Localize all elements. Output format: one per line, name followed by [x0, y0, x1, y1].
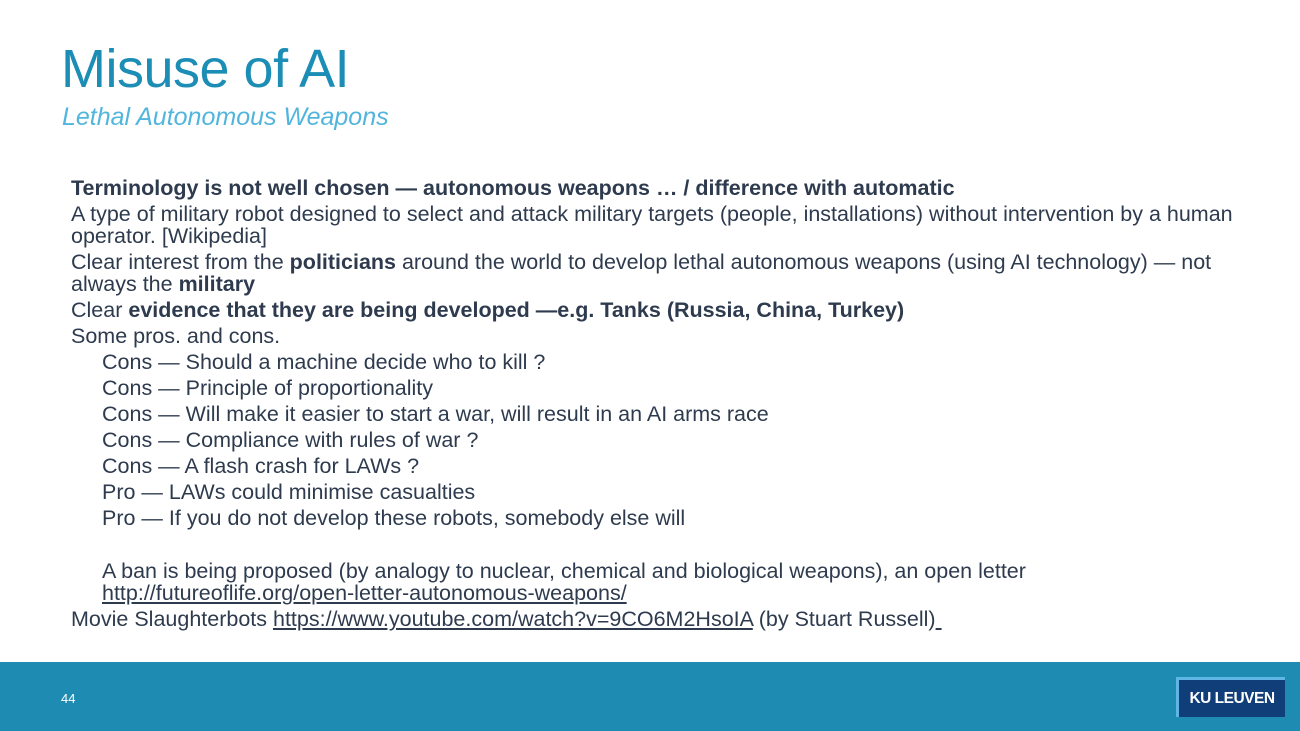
bullet-politicians: [71, 251, 1241, 295]
bullet-politicians-bold: politicians: [289, 250, 396, 274]
sub-bullet-cons-3: Cons — Will make it easier to start a war, will result in an AI arms race: [102, 402, 769, 426]
sub-bullet-cons-1: Cons — Should a machine decide who to kill ?: [102, 350, 546, 374]
slide-subtitle: Lethal Autonomous Weapons: [62, 103, 389, 131]
slaughterbots-link[interactable]: https://www.youtube.com/watch?v=9CO6M2HsoIA: [272, 607, 753, 631]
footer-bar: [0, 662, 1300, 731]
slide-body: [71, 177, 1241, 634]
ban-paragraph: [71, 560, 1241, 604]
sub-bullet-cons-2: Cons — Principle of proportionality: [102, 376, 434, 400]
open-letter-link[interactable]: http://futureoflife.org/open-letter-autonomous-weapons/: [102, 581, 627, 605]
spacer: [71, 533, 1241, 560]
movie-credit: (by Stuart Russell): [752, 607, 936, 631]
bullet-politicians-pre: Clear interest from the: [71, 250, 290, 274]
bullet-definition: A type of military robot designed to select and attack military targets (people, installations) without intervention by a human operator. [Wikipedia]: [71, 202, 1233, 248]
slide-title: Misuse of AI: [61, 39, 350, 99]
movie-text: Movie Slaughterbots: [71, 607, 273, 631]
bullet-evidence-pre: Clear: [71, 298, 129, 322]
bullet-politicians-mid: around the world to develop lethal autonomous weapons (using AI technology) — not always the: [71, 250, 1212, 296]
sub-bullet-pro-1: Pro — LAWs could minimise casualties: [102, 480, 476, 504]
page-number: 44: [61, 691, 76, 706]
ku-leuven-logo: [1176, 677, 1285, 717]
sub-bullet-cons-4: Cons — Compliance with rules of war ?: [102, 428, 479, 452]
movie-paragraph: [71, 608, 1241, 630]
bullet-terminology: Terminology is not well chosen — autonomous weapons … / difference with automatic: [71, 176, 955, 200]
trailing-underline: [936, 607, 942, 631]
sub-bullet-cons-5: Cons — A flash crash for LAWs ?: [102, 454, 420, 478]
ban-text: A ban is being proposed (by analogy to nuclear, chemical and biological weapons), an open letter: [102, 559, 1026, 583]
bullet-evidence: [71, 299, 1241, 321]
bullet-military-bold: military: [178, 272, 256, 296]
sub-bullet-pro-2: Pro — If you do not develop these robots, somebody else will: [102, 506, 686, 530]
bullet-evidence-bold: evidence that they are being developed —e.g. Tanks (Russia, China, Turkey): [128, 298, 905, 322]
logo-text: KU LEUVEN: [1189, 689, 1275, 707]
bullet-pros-cons: Some pros. and cons.: [71, 324, 281, 348]
